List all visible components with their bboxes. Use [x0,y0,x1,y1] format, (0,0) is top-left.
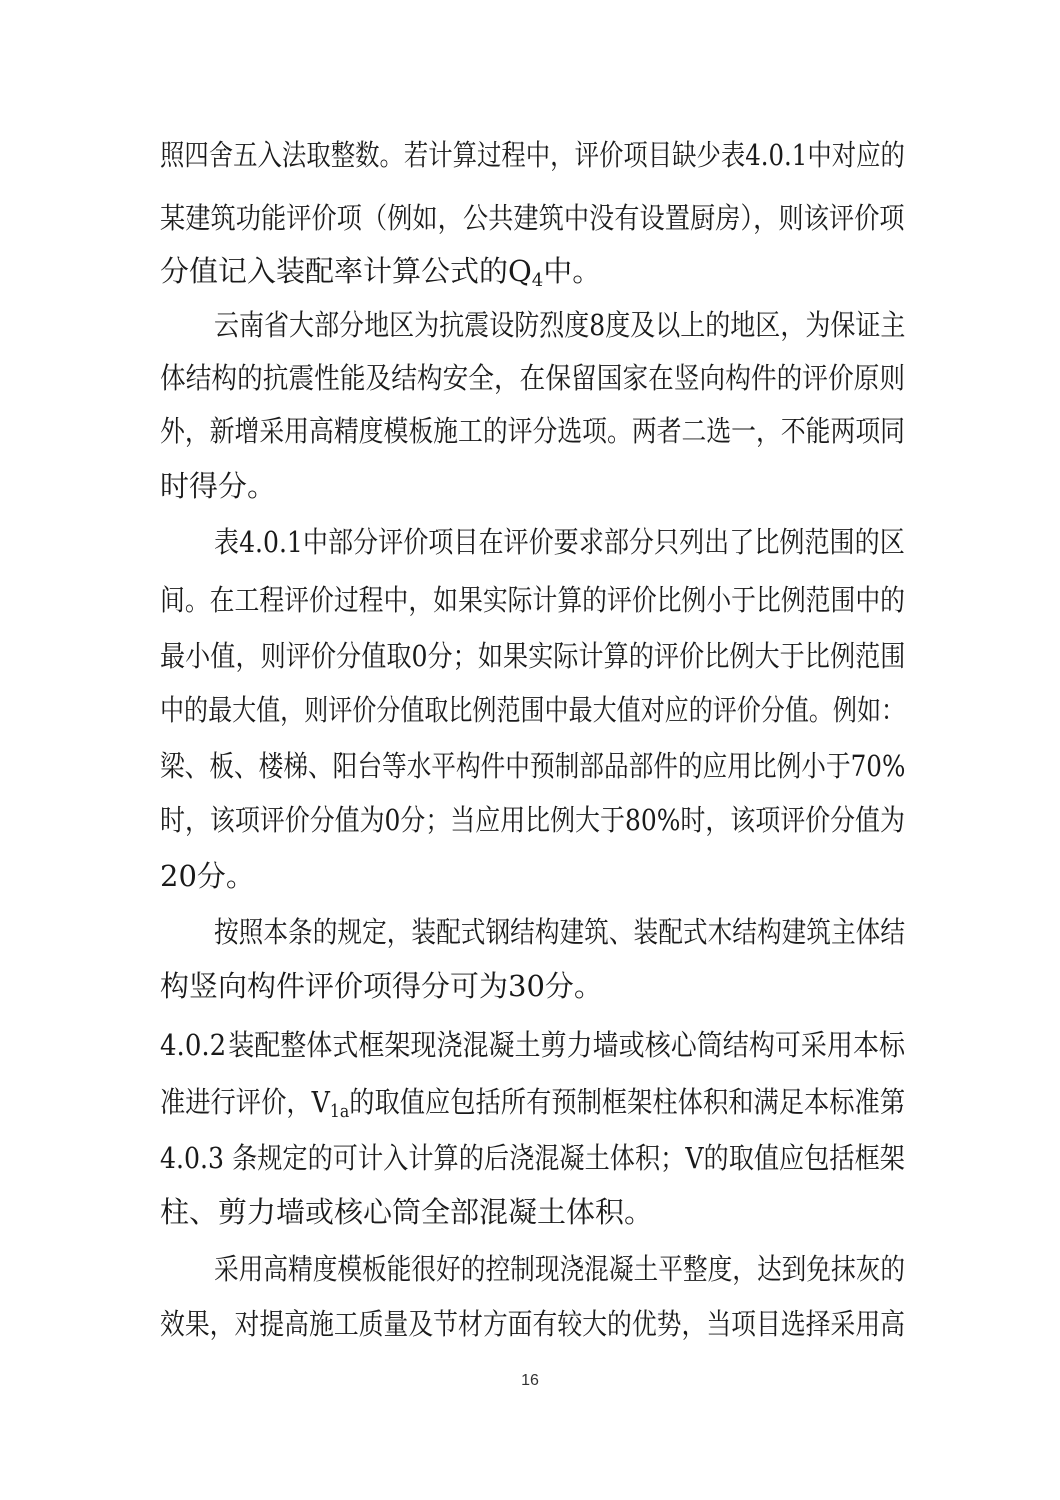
text-line: 柱、剪力墙或核心筒全部混凝土体积。 [160,1195,654,1229]
text-line: 梁、板、楼梯、阳台等水平构件中预制部品部件的应用比例小于70% [160,749,906,783]
clause-number: 4.0.2 [160,1028,227,1062]
paragraph-first-line: 表4.0.1中部分评价项目在评价要求部分只列出了比例范围的区 [214,525,905,559]
text-line: 时得分。 [160,469,277,503]
text-line: 外，新增采用高精度模板施工的评分选项。两者二选一，不能两项同 [160,414,905,448]
page-number: 16 [521,1372,539,1389]
clause-first-line: 4.0.2装配整体式框架现浇混凝土剪力墙或核心筒结构可采用本标 [160,1025,905,1065]
text-line: 4.0.3 条规定的可计入计算的后浇混凝土体积；V的取值应包括框架 [160,1141,905,1175]
text-line: 某建筑功能评价项（例如，公共建筑中没有设置厨房），则该评价项 [160,201,905,235]
text-line: 效果，对提高施工质量及节材方面有较大的优势，当项目选择采用高 [160,1307,905,1341]
text-line: 时，该项评价分值为0分；当应用比例大于80%时，该项评价分值为 [160,803,905,837]
text-line: 20分。 [160,859,255,893]
text-line: 最小值，则评价分值取0分；如果实际计算的评价比例大于比例范围 [160,639,906,673]
text-line: 中的最大值，则评价分值取比例范围中最大值对应的评价分值。例如： [160,693,906,727]
text-line: 间。在工程评价过程中，如果实际计算的评价比例小于比例范围中的 [160,583,905,617]
paragraph-first-line: 采用高精度模板能很好的控制现浇混凝土平整度，达到免抹灰的 [214,1252,906,1286]
text-line: 体结构的抗震性能及结构安全，在保留国家在竖向构件的评价原则 [160,361,906,395]
paragraph-first-line: 云南省大部分地区为抗震设防烈度8度及以上的地区，为保证主 [214,308,906,342]
paragraph-first-line: 按照本条的规定，装配式钢结构建筑、装配式木结构建筑主体结 [214,915,906,949]
text-line-with-subscript: 分值记入装配率计算公式的$Q_4$中。 [160,254,602,291]
text-line: 构竖向构件评价项得分可为30分。 [160,969,603,1003]
text-line: 照四舍五入法取整数。若计算过程中，评价项目缺少表4.0.1中对应的 [160,138,905,172]
text-line-with-subscript: 准进行评价，$V_{1a}$的取值应包括所有预制框架柱体积和满足本标准第 [160,1085,906,1122]
